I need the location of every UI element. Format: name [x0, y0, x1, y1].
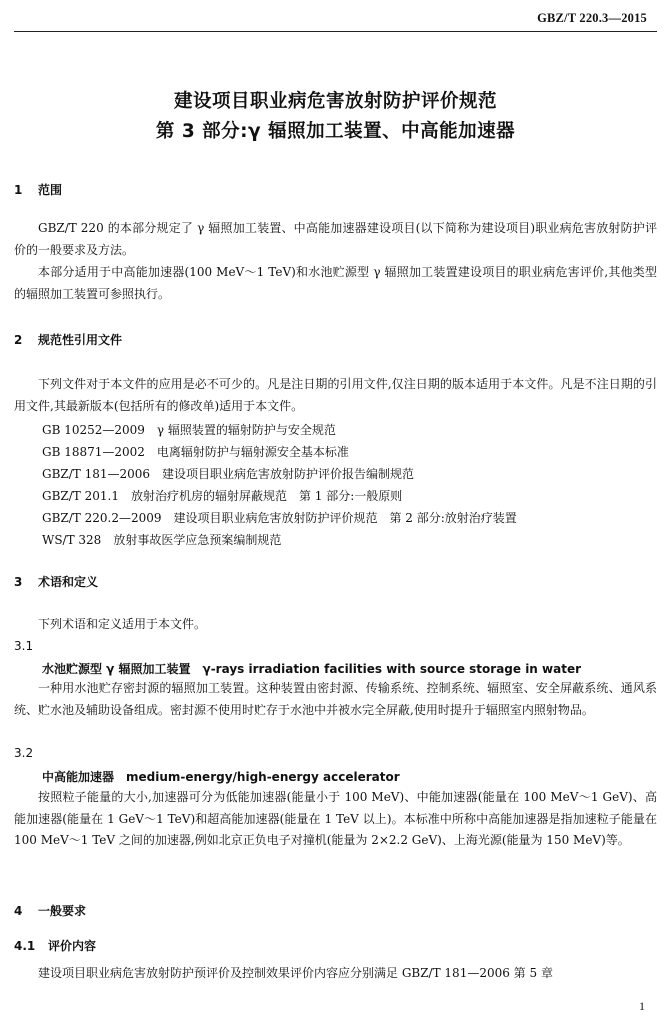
- standard-code: GBZ/T 220.3—2015: [537, 11, 647, 25]
- section-title: 范围: [38, 183, 63, 197]
- section-2-intro: 下列文件对于本文件的应用是必不可少的。凡是注日期的引用文件,仅注日期的版本适用于本文件。凡是不注日期的引用文件,其最新版本(包括所有的修改单)适用于本文件。: [14, 377, 657, 413]
- section-3-intro: 下列术语和定义适用于本文件。: [38, 617, 207, 631]
- section-3-heading: [14, 573, 98, 590]
- section-title: 一般要求: [38, 904, 87, 918]
- section-number: 1: [14, 183, 23, 197]
- subsection-4-1-heading: [14, 937, 96, 954]
- reference-item: GB 18871—2002 电离辐射防护与辐射源安全基本标准: [42, 445, 349, 459]
- section-number: 4: [14, 904, 23, 918]
- section-title: 术语和定义: [38, 575, 99, 589]
- term-title: 水池贮源型 γ 辐照加工装置 γ-rays irradiation facilities with source storage in water: [42, 662, 582, 676]
- section-4-para-1: 建设项目职业病危害放射防护预评价及控制效果评价内容应分别满足 GBZ/T 181—2006 第 5 章: [38, 966, 553, 980]
- section-number: 2: [14, 333, 23, 347]
- subsection-title: 评价内容: [48, 939, 97, 953]
- header-rule: [14, 31, 657, 32]
- term-title: 中高能加速器 medium-energy/high-energy accelerator: [42, 770, 400, 784]
- term-definition: 按照粒子能量的大小,加速器可分为低能加速器(能量小于 100 MeV)、中能加速器(能量在 100 MeV～1 GeV)、高能加速器(能量在 1 GeV～1 TeV)和超高能加速器(能量在 1 TeV 以上)。本标准中所称中高能加速器是指加速粒子能量在 100 MeV～1 TeV 之间的加速器,例如北京正负电子对撞机(能量为 2×2.2 GeV)、上海光源(能量为 150 MeV)等。: [14, 790, 657, 848]
- section-title: 规范性引用文件: [38, 333, 123, 347]
- doc-title-line1: 建设项目职业病危害放射防护评价规范: [173, 91, 497, 112]
- reference-item: GBZ/T 181—2006 建设项目职业病危害放射防护评价报告编制规范: [42, 467, 415, 481]
- term-definition: 一种用水池贮存密封源的辐照加工装置。这种装置由密封源、传输系统、控制系统、辐照室、安全屏蔽系统、通风系统、贮水池及辅助设备组成。密封源不使用时贮存于水池中并被水完全屏蔽,使用时提升于辐照室内照射物品。: [14, 681, 657, 717]
- reference-item: GB 10252—2009 γ 辐照装置的辐射防护与安全规范: [42, 423, 336, 437]
- section-2-heading: [14, 331, 122, 348]
- section-1-heading: [14, 181, 62, 198]
- section-1-para-1: GBZ/T 220 的本部分规定了 γ 辐照加工装置、中高能加速器建设项目(以下简称为建设项目)职业病危害放射防护评价的一般要求及方法。: [14, 221, 657, 257]
- section-4-heading: [14, 902, 86, 919]
- reference-item: GBZ/T 220.2—2009 建设项目职业病危害放射防护评价规范 第 2 部分:放射治疗装置: [42, 511, 517, 525]
- subsection-number: 4.1: [14, 939, 36, 953]
- reference-item: GBZ/T 201.1 放射治疗机房的辐射屏蔽规范 第 1 部分:一般原则: [42, 489, 403, 503]
- term-number: 3.2: [14, 746, 34, 760]
- reference-item: WS/T 328 放射事故医学应急预案编制规范: [42, 533, 282, 547]
- page-number: 1: [639, 999, 645, 1013]
- doc-title-line2: 第 3 部分:γ 辐照加工装置、中高能加速器: [155, 121, 516, 142]
- section-1-para-2: 本部分适用于中高能加速器(100 MeV～1 TeV)和水池贮源型 γ 辐照加工装置建设项目的职业病危害评价,其他类型的辐照加工装置可参照执行。: [14, 265, 657, 301]
- section-number: 3: [14, 575, 23, 589]
- term-number: 3.1: [14, 639, 34, 653]
